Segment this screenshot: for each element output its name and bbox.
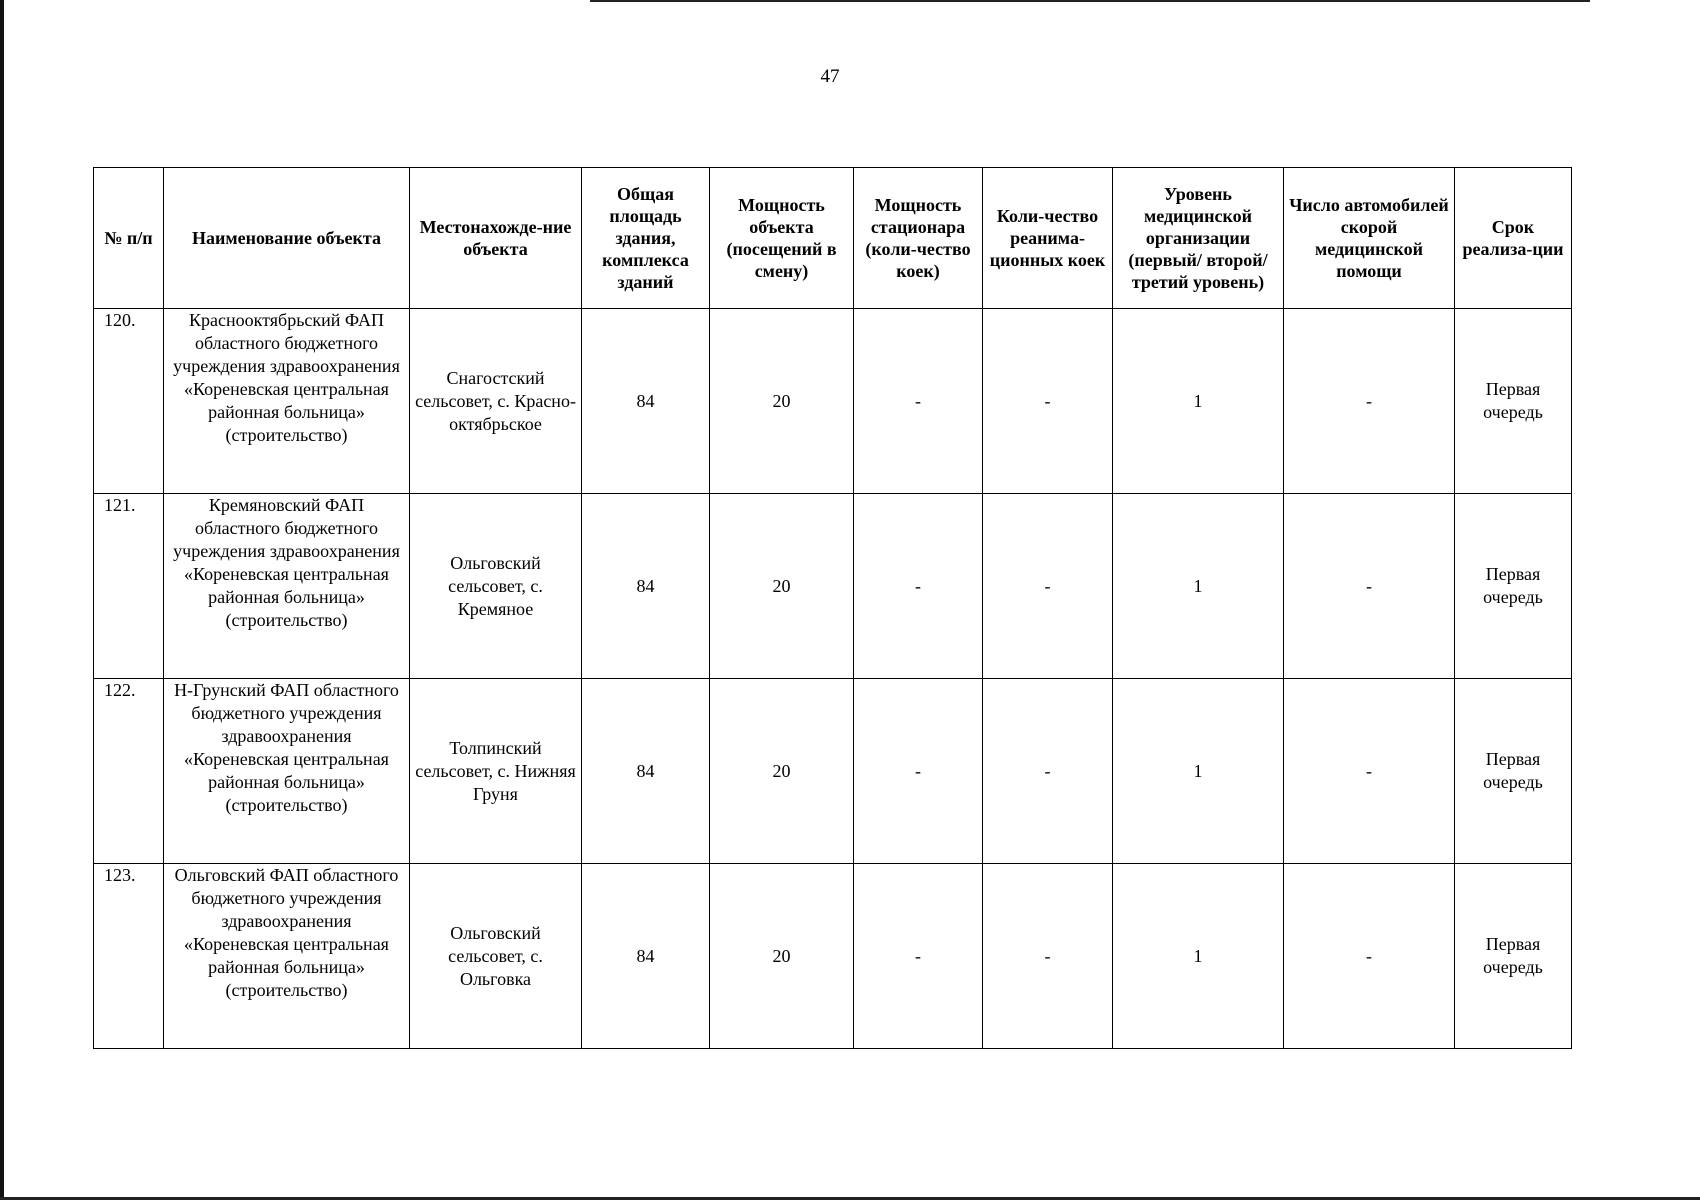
table-row — [94, 864, 1572, 1049]
organization-level: 1 — [1113, 309, 1284, 494]
header-area: Общая площадь здания, комплекса зданий — [582, 168, 710, 309]
table-row — [94, 494, 1572, 679]
table-row — [94, 309, 1572, 494]
implementation-term: Первая очередь — [1455, 679, 1572, 864]
table-row — [94, 679, 1572, 864]
header-term: Срок реализа-ции — [1455, 168, 1572, 309]
object-name: Ольговский ФАП областного бюджетного учреждения здравоохранения «Кореневская центральная районная больница» (строительство) — [164, 864, 410, 1049]
hospital-beds: - — [854, 864, 983, 1049]
row-number: 121. — [94, 494, 164, 679]
hospital-beds: - — [854, 679, 983, 864]
header-num: № п/п — [94, 168, 164, 309]
header-capacity: Мощность объекта (посещений в смену) — [710, 168, 854, 309]
header-beds: Мощность стационара (коли-чество коек) — [854, 168, 983, 309]
object-name: Кремяновский ФАП областного бюджетного учреждения здравоохранения «Кореневская центральная районная больница» (строительство) — [164, 494, 410, 679]
implementation-term: Первая очередь — [1455, 309, 1572, 494]
page-number: 47 — [820, 66, 840, 87]
organization-level: 1 — [1113, 679, 1284, 864]
object-name: Н-Грунский ФАП областного бюджетного учреждения здравоохранения «Кореневская центральная районная больница» (строительство) — [164, 679, 410, 864]
header-location: Местонахожде-ние объекта — [410, 168, 582, 309]
object-location: Толпинский сельсовет, с. Нижняя Груня — [410, 679, 582, 864]
row-number: 122. — [94, 679, 164, 864]
object-name: Краснооктябрьский ФАП областного бюджетного учреждения здравоохранения «Кореневская центральная районная больница» (строительство) — [164, 309, 410, 494]
building-area: 84 — [582, 679, 710, 864]
icu-beds: - — [983, 494, 1113, 679]
header-icu-beds: Коли-чество реанима-ционных коек — [983, 168, 1113, 309]
organization-level: 1 — [1113, 494, 1284, 679]
scan-edge-top — [590, 0, 1590, 2]
icu-beds: - — [983, 679, 1113, 864]
object-capacity: 20 — [710, 864, 854, 1049]
hospital-beds: - — [854, 309, 983, 494]
ambulance-count: - — [1284, 494, 1455, 679]
row-number: 123. — [94, 864, 164, 1049]
icu-beds: - — [983, 864, 1113, 1049]
header-name: Наименование объекта — [164, 168, 410, 309]
table-header-row — [94, 168, 1572, 309]
scan-edge-left — [0, 0, 4, 1200]
ambulance-count: - — [1284, 679, 1455, 864]
header-ambulances: Число автомобилей скорой медицинской помощи — [1284, 168, 1455, 309]
implementation-term: Первая очередь — [1455, 494, 1572, 679]
header-level: Уровень медицинской организации (первый/ второй/ третий уровень) — [1113, 168, 1284, 309]
implementation-term: Первая очередь — [1455, 864, 1572, 1049]
object-location: Снагостский сельсовет, с. Красно-октябрьское — [410, 309, 582, 494]
building-area: 84 — [582, 494, 710, 679]
building-area: 84 — [582, 864, 710, 1049]
row-number: 120. — [94, 309, 164, 494]
object-location: Ольговский сельсовет, с. Кремяное — [410, 494, 582, 679]
object-capacity: 20 — [710, 679, 854, 864]
building-area: 84 — [582, 309, 710, 494]
object-capacity: 20 — [710, 494, 854, 679]
ambulance-count: - — [1284, 864, 1455, 1049]
objects-table — [93, 167, 1572, 1049]
object-capacity: 20 — [710, 309, 854, 494]
hospital-beds: - — [854, 494, 983, 679]
ambulance-count: - — [1284, 309, 1455, 494]
organization-level: 1 — [1113, 864, 1284, 1049]
object-location: Ольговский сельсовет, с. Ольговка — [410, 864, 582, 1049]
icu-beds: - — [983, 309, 1113, 494]
